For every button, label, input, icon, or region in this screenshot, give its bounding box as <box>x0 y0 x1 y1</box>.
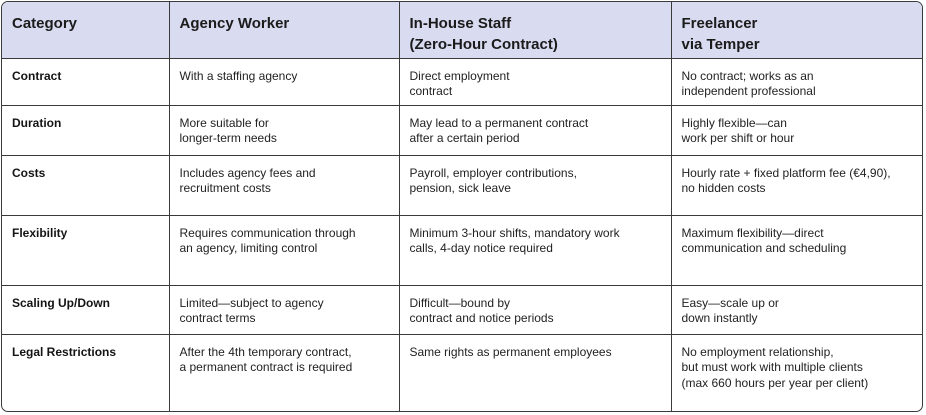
row-category: Flexibility <box>2 215 169 285</box>
header-freelancer: Freelancer via Temper <box>671 2 922 58</box>
freelancer-cell: No employment relationship, but must work with multiple clients (max 660 hours per year per client) <box>681 344 869 390</box>
comparison-table <box>2 2 922 411</box>
table-row <box>2 105 922 155</box>
row-category: Contract <box>2 58 169 105</box>
in-house-cell: Difficult—bound by contract and notice periods <box>399 285 671 334</box>
header-agency-worker: Agency Worker <box>169 2 399 58</box>
comparison-table-frame <box>1 1 923 412</box>
in-house-cell: May lead to a permanent contract after a certain period <box>399 105 671 155</box>
agency-cell: With a staffing agency <box>169 58 399 105</box>
freelancer-cell: Hourly rate + fixed platform fee (€4,90), no hidden costs <box>671 155 922 215</box>
agency-cell: After the 4th temporary contract, a permanent contract is required <box>169 334 399 411</box>
in-house-cell: Minimum 3-hour shifts, mandatory work calls, 4-day notice required <box>399 215 671 285</box>
row-category: Costs <box>2 155 169 215</box>
header-row <box>2 2 922 58</box>
agency-cell: Includes agency fees and recruitment costs <box>169 155 399 215</box>
agency-cell: Limited—subject to agency contract terms <box>169 285 399 334</box>
agency-cell: More suitable for longer-term needs <box>169 105 399 155</box>
agency-cell: Requires communication through an agency, limiting control <box>169 215 399 285</box>
in-house-cell: Direct employment contract <box>399 58 671 105</box>
table-row <box>2 334 922 411</box>
freelancer-cell: No contract; works as an independent professional <box>671 58 922 105</box>
header-in-house-staff: In-House Staff (Zero-Hour Contract) <box>399 2 671 58</box>
header-category: Category <box>2 2 169 58</box>
freelancer-cell: Easy—scale up or down instantly <box>671 285 922 334</box>
freelancer-cell: Highly flexible—can work per shift or hour <box>671 105 922 155</box>
freelancer-cell: Maximum flexibility—direct communication and scheduling <box>671 215 922 285</box>
row-category: Legal Restrictions <box>2 334 169 411</box>
row-category: Duration <box>2 105 169 155</box>
row-category: Scaling Up/Down <box>2 285 169 334</box>
table-row <box>2 285 922 334</box>
table-row <box>2 215 922 285</box>
table-row <box>2 58 922 105</box>
in-house-cell: Payroll, employer contributions, pension, sick leave <box>399 155 671 215</box>
table-row <box>2 155 922 215</box>
in-house-cell: Same rights as permanent employees <box>399 334 671 411</box>
